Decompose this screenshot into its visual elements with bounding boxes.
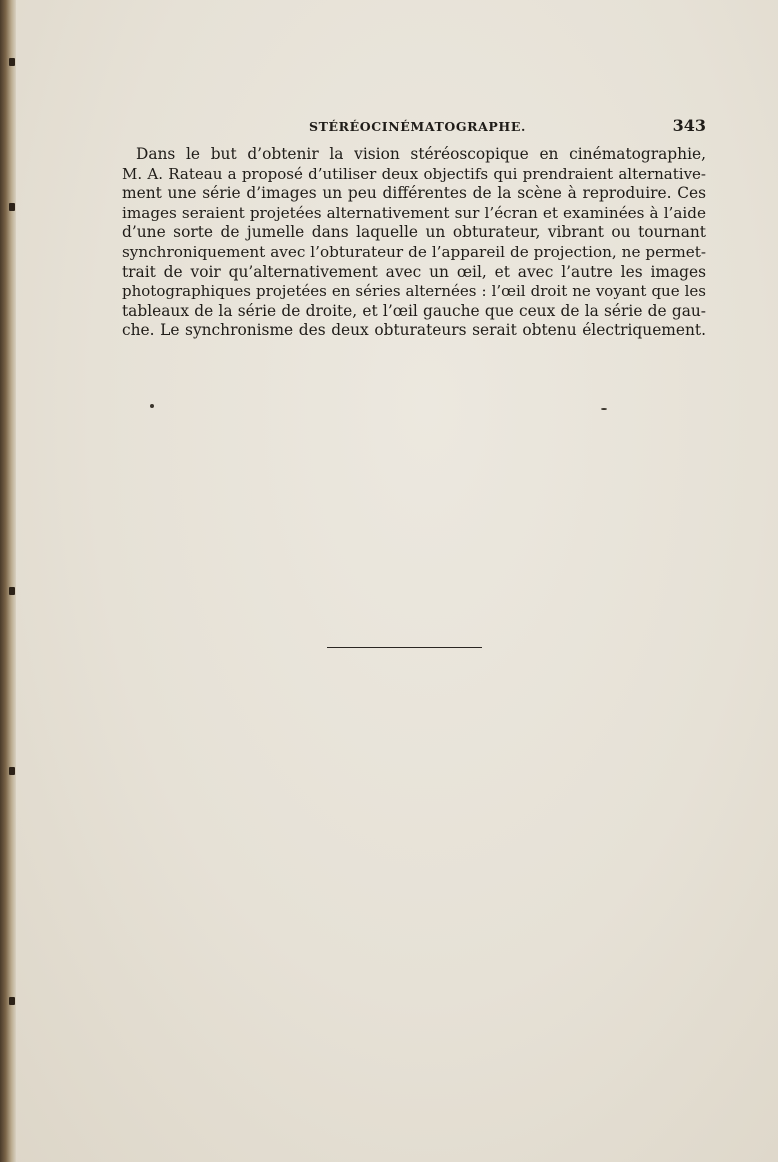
paragraph-line: images seraient projetées alternativement sur l’écran et examinées à l’aide <box>122 203 706 222</box>
paragraph-line: Dans le but d’obtenir la vision stéréoscopique en cinématographie, <box>136 145 706 163</box>
binding-mark <box>9 203 15 211</box>
section-end-rule <box>327 647 482 648</box>
paragraph-line: d’une sorte de jumelle dans laquelle un obturateur, vibrant ou tournant <box>122 223 706 242</box>
paragraph-line: synchroniquement avec l’obturateur de l’appareil de projection, ne permet- <box>122 242 706 261</box>
paragraph-line: ment une série d’images un peu différentes de la scène à reproduire. Ces <box>122 184 706 203</box>
paragraph-line: M. A. Rateau a proposé d’utiliser deux objectifs qui prendraient alternative- <box>122 164 706 183</box>
binding-mark <box>9 58 15 66</box>
paragraph-line: photographiques projetées en séries alternées : l’œil droit ne voyant que les <box>122 282 706 301</box>
paper-speck <box>150 404 154 408</box>
paragraph-line: tableaux de la série de droite, et l’œil gauche que ceux de la série de gau- <box>122 301 706 320</box>
paragraph-line: trait de voir qu’alternativement avec un œil, et avec l’autre les images <box>122 262 706 281</box>
paragraph <box>122 145 706 341</box>
page-number: 343 <box>672 116 706 135</box>
binding-mark <box>9 997 15 1005</box>
binding-mark <box>9 587 15 595</box>
paper-speck <box>601 408 607 410</box>
running-title: STÉRÉOCINÉMATOGRAPHE. <box>309 119 526 134</box>
paragraph-line: che. Le synchronisme des deux obturateurs serait obtenu électriquement. <box>122 321 706 340</box>
page-header <box>122 116 706 138</box>
binding-mark <box>9 767 15 775</box>
book-binding-edge <box>0 0 16 1162</box>
